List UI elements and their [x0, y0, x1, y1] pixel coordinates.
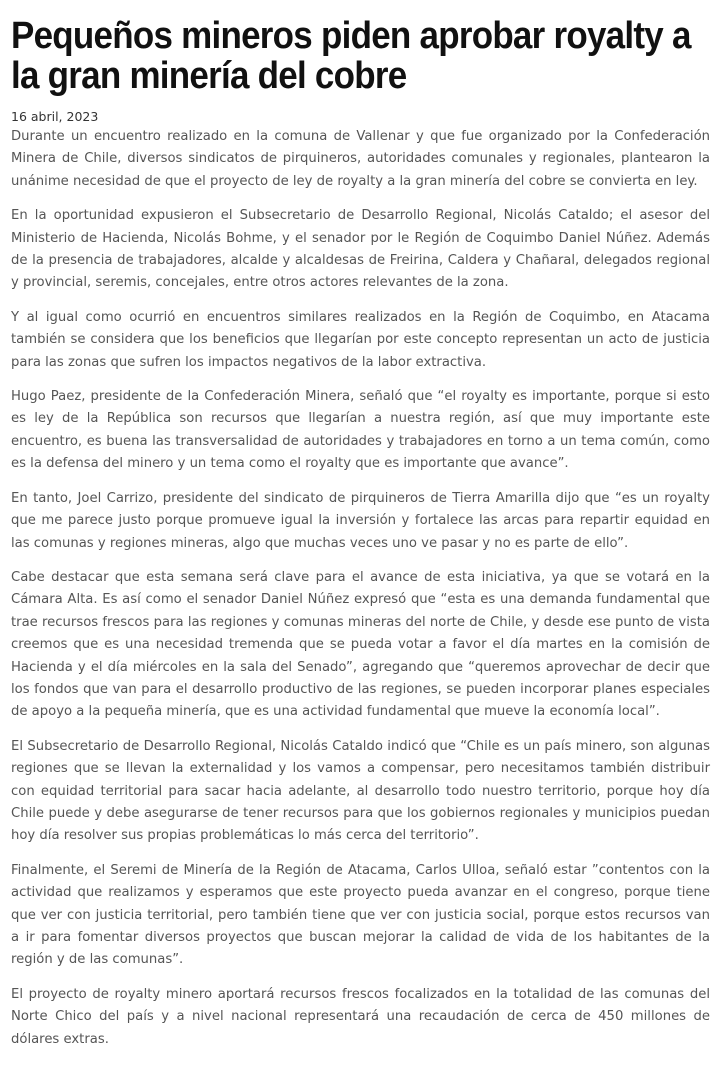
paragraph: En tanto, Joel Carrizo, presidente del sindicato de pirquineros de Tierra Amarilla dijo que “es un royalty que me parece justo porque promueve igual la inversión y fortalece las arcas para repartir equidad en las comunas y regiones mineras, algo que muchas veces uno ve pasar y no es parte de ello”.	[11, 490, 710, 551]
paragraph: Y al igual como ocurrió en encuentros similares realizados en la Región de Coquimbo, en Atacama también se considera que los beneficios que llegarían por este concepto representan un acto de justicia para las zonas que sufren los impactos negativos de la labor extractiva.	[11, 309, 710, 370]
paragraph: Durante un encuentro realizado en la comuna de Vallenar y que fue organizado por la Confederación Minera de Chile, diversos sindicatos de pirquineros, autoridades comunales y regionales, plantearon la unánime necesidad de que el proyecto de ley de royalty a la gran minería del cobre se convierta en ley.	[11, 129, 710, 189]
paragraph: En la oportunidad expusieron el Subsecretario de Desarrollo Regional, Nicolás Cataldo; el asesor del Ministerio de Hacienda, Nicolás Bohme, y el senador por le Región de Coquimbo Daniel Núñez. Además de la presencia de trabajadores, alcalde y alcaldesas de Freirina, Caldera y Chañaral, delegados regional y provincial, seremis, concejales, entre otros actores relevantes de la zona.	[11, 208, 710, 291]
paragraph: El proyecto de royalty minero aportará recursos frescos focalizados en la totalidad de las comunas del Norte Chico del país y a nivel nacional representará una recaudación de cerca de 450 millones de dólares extras.	[11, 986, 710, 1047]
paragraph: Hugo Paez, presidente de la Confederación Minera, señaló que “el royalty es importante, porque si esto es ley de la República son recursos que llegarían a nuestra región, así que muy importante este encuentro, es buena las transversalidad de autoridades y trabajadores en torno a un tema común, como es la defensa del minero y un tema como el royalty que es importante que avance”.	[11, 389, 710, 472]
publish-date: 16 abril, 2023	[11, 109, 99, 124]
paragraph: Finalmente, el Seremi de Minería de la Región de Atacama, Carlos Ulloa, señaló estar ”contentos con la actividad que realizamos y esperamos que este proyecto pueda avanzar en el congreso, porque tiene que ver con justicia territorial, pero también tiene que ver con justicia social, porque estos recursos van a ir para fomentar diversos proyectos que buscan mejorar la calidad de vida de los habitantes de la región y de las comunas”.	[11, 862, 710, 968]
paragraph: El Subsecretario de Desarrollo Regional, Nicolás Cataldo indicó que “Chile es un país minero, son algunas regiones que se llevan la externalidad y los vamos a compensar, pero necesitamos también distribuir con equidad territorial para sacar hacia adelante, al desarrollo todo nuestro territorio, porque hoy día Chile puede y debe asegurarse de tener recursos para que los gobiernos regionales y municipios puedan hoy día resolver sus propias problemáticas lo más cerca del territorio”.	[11, 738, 710, 844]
paragraph: Cabe destacar que esta semana será clave para el avance de esta iniciativa, ya que se votará en la Cámara Alta. Es así como el senador Daniel Núñez expresó que “esta es una demanda fundamental que trae recursos frescos para las regiones y comunas mineras del norte de Chile, y desde ese punto de vista creemos que es una necesidad tremenda que se pueda votar a favor el día martes en la comisión de Hacienda y el día miércoles en la sala del Senado”, agregando que “queremos aprovechar de decir que los fondos que van para el desarrollo productivo de las regiones, se pueden incorporar planes especiales de apoyo a la pequeña minería, que es una actividad fundamental que mueve la economía local”.	[11, 569, 710, 720]
article-body	[11, 126, 710, 1051]
article-title: Pequeños mineros piden aprobar royalty a la gran minería del cobre	[11, 15, 691, 97]
